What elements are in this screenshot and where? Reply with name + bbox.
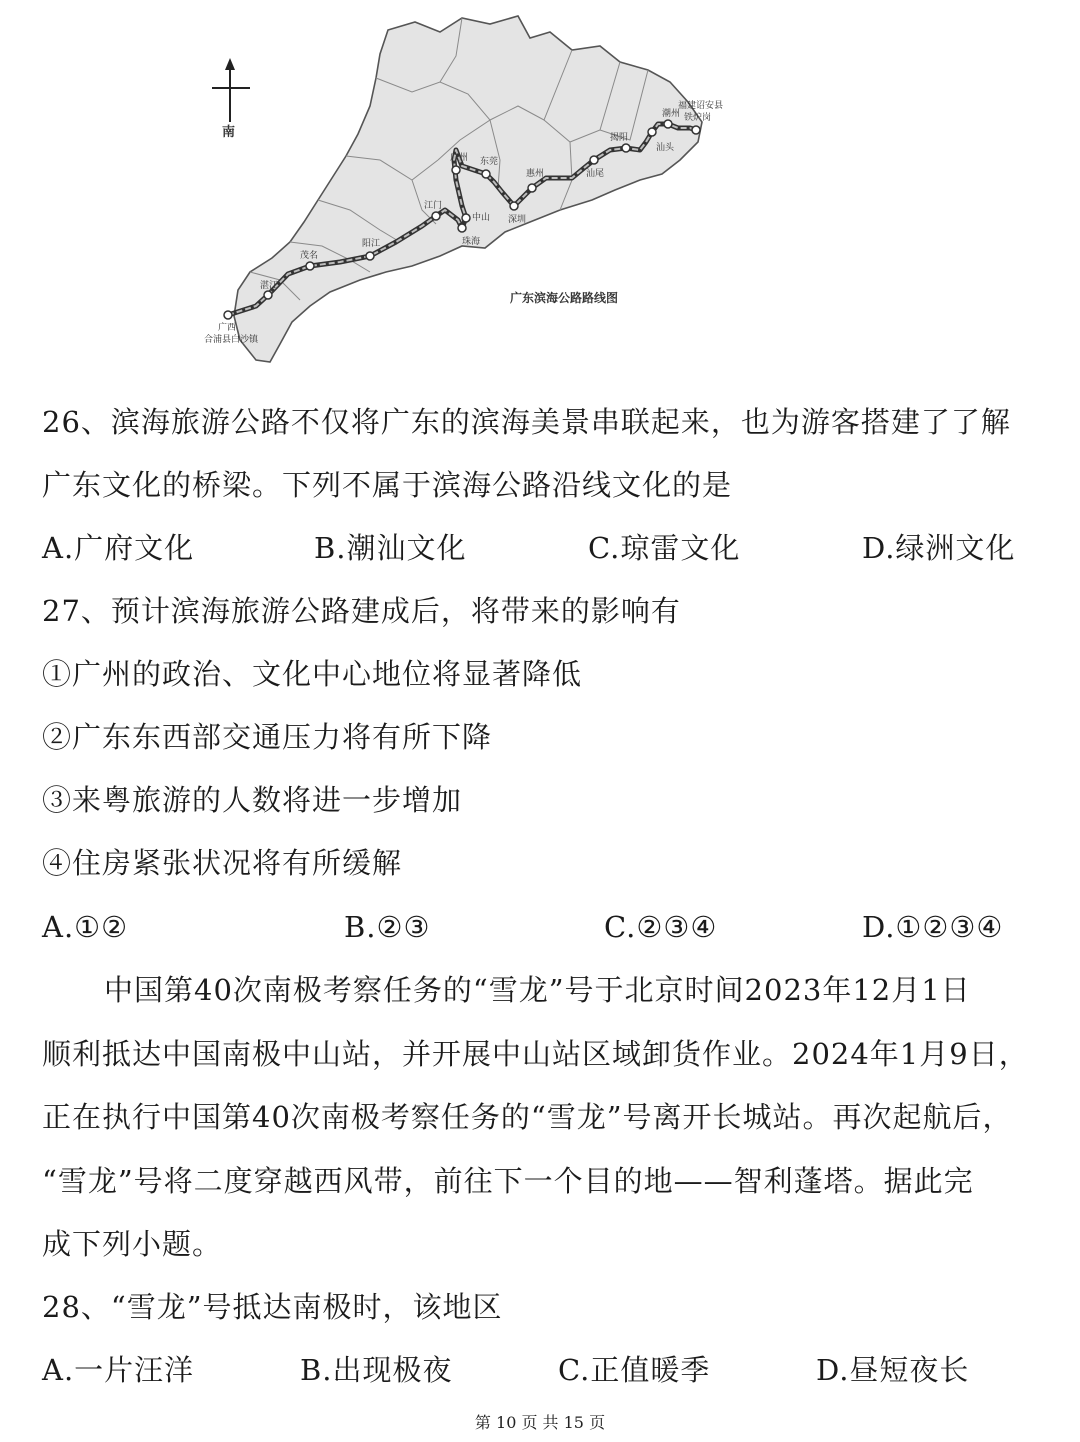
station-zhongshan — [462, 214, 470, 222]
station-zhuhai — [458, 224, 466, 232]
q26-stem-line-2: 广东文化的桥梁。下列不属于滨海公路沿线文化的是 — [42, 468, 733, 502]
q26-option-b: B.潮汕文化 — [314, 531, 467, 565]
guangdong-coastal-road-map — [200, 10, 740, 370]
map-title: 广东滨海公路路线图 — [510, 291, 619, 305]
q26-option-d: D.绿洲文化 — [862, 531, 1016, 565]
label-guangzhou: 广州 — [450, 153, 469, 163]
q27-item-1: ①广州的政治、文化中心地位将显著降低 — [42, 657, 583, 691]
passage-line-1: 中国第40次南极考察任务的“雪龙”号于北京时间2023年12月1日 — [104, 973, 971, 1007]
label-jiangmen: 江门 — [424, 201, 443, 211]
station-huizhou — [528, 184, 536, 192]
label-guangxi-1: 广西 — [218, 323, 237, 333]
q27-option-b: B.②③ — [344, 910, 431, 944]
station-dongguan — [482, 170, 490, 178]
station-end — [692, 126, 700, 134]
q26-stem-line-1: 26、滨海旅游公路不仅将广东的滨海美景串联起来，也为游客搭建了了解 — [42, 405, 1011, 439]
label-zhanjiang: 湛江 — [260, 281, 279, 291]
label-guangxi-2: 合浦县白沙镇 — [204, 335, 259, 345]
label-jieyang: 揭阳 — [610, 133, 629, 143]
passage-line-2: 顺利抵达中国南极中山站，并开展中山站区域卸货作业。2024年1月9日， — [42, 1037, 1029, 1071]
compass-label: 南 — [222, 125, 236, 140]
north-arrow-icon — [212, 58, 250, 122]
station-guangzhou — [452, 166, 460, 174]
station-zhanjiang — [264, 291, 272, 299]
passage-line-4: “雪龙”号将二度穿越西风带，前往下一个目的地——智利蓬塔。据此完 — [42, 1164, 974, 1198]
label-fujian-1: 福建诏安县 — [678, 101, 724, 111]
q27-option-d: D.①②③④ — [862, 910, 1004, 944]
passage-line-5: 成下列小题。 — [42, 1227, 223, 1261]
station-jieyang — [622, 144, 630, 152]
label-dongguan: 东莞 — [480, 157, 499, 167]
label-zhongshan: 中山 — [472, 213, 491, 223]
label-huizhou: 惠州 — [526, 169, 545, 179]
label-zhuhai: 珠海 — [462, 237, 481, 247]
q28-option-d: D.昼短夜长 — [816, 1353, 970, 1387]
q26-option-c: C.琼雷文化 — [588, 531, 741, 565]
q27-stem: 27、预计滨海旅游公路建成后，将带来的影响有 — [42, 594, 681, 628]
station-start — [224, 311, 232, 319]
q27-item-2: ②广东东西部交通压力将有所下降 — [42, 720, 493, 754]
label-shenzhen: 深圳 — [508, 215, 527, 225]
q28-option-c: C.正值暖季 — [558, 1353, 711, 1387]
label-chaozhou: 潮州 — [662, 109, 681, 119]
station-jiangmen — [432, 212, 440, 220]
label-yangjiang: 阳江 — [362, 239, 381, 249]
q28-option-a: A.一片汪洋 — [42, 1353, 195, 1387]
q27-option-a: A.①② — [42, 910, 129, 944]
province-outline — [234, 16, 702, 362]
station-shanwei — [590, 156, 598, 164]
station-maoming — [306, 262, 314, 270]
q27-item-4: ④住房紧张状况将有所缓解 — [42, 846, 403, 880]
q27-option-c: C.②③④ — [604, 910, 718, 944]
q28-option-b: B.出现极夜 — [300, 1353, 453, 1387]
page-footer: 第 10 页 共 15 页 — [474, 1413, 606, 1432]
q26-option-a: A.广府文化 — [42, 531, 195, 565]
label-maoming: 茂名 — [300, 251, 319, 261]
station-shantou — [648, 128, 656, 136]
q28-stem: 28、“雪龙”号抵达南极时，该地区 — [42, 1290, 503, 1324]
station-chaozhou — [664, 120, 672, 128]
station-shenzhen — [510, 202, 518, 210]
label-shanwei: 汕尾 — [586, 169, 605, 179]
label-shantou: 汕头 — [656, 143, 675, 153]
passage-line-3: 正在执行中国第40次南极考察任务的“雪龙”号离开长城站。再次起航后， — [42, 1100, 1013, 1134]
q27-item-3: ③来粤旅游的人数将进一步增加 — [42, 783, 463, 817]
label-fujian-2: 铁炉岗 — [684, 113, 712, 123]
station-yangjiang — [366, 252, 374, 260]
